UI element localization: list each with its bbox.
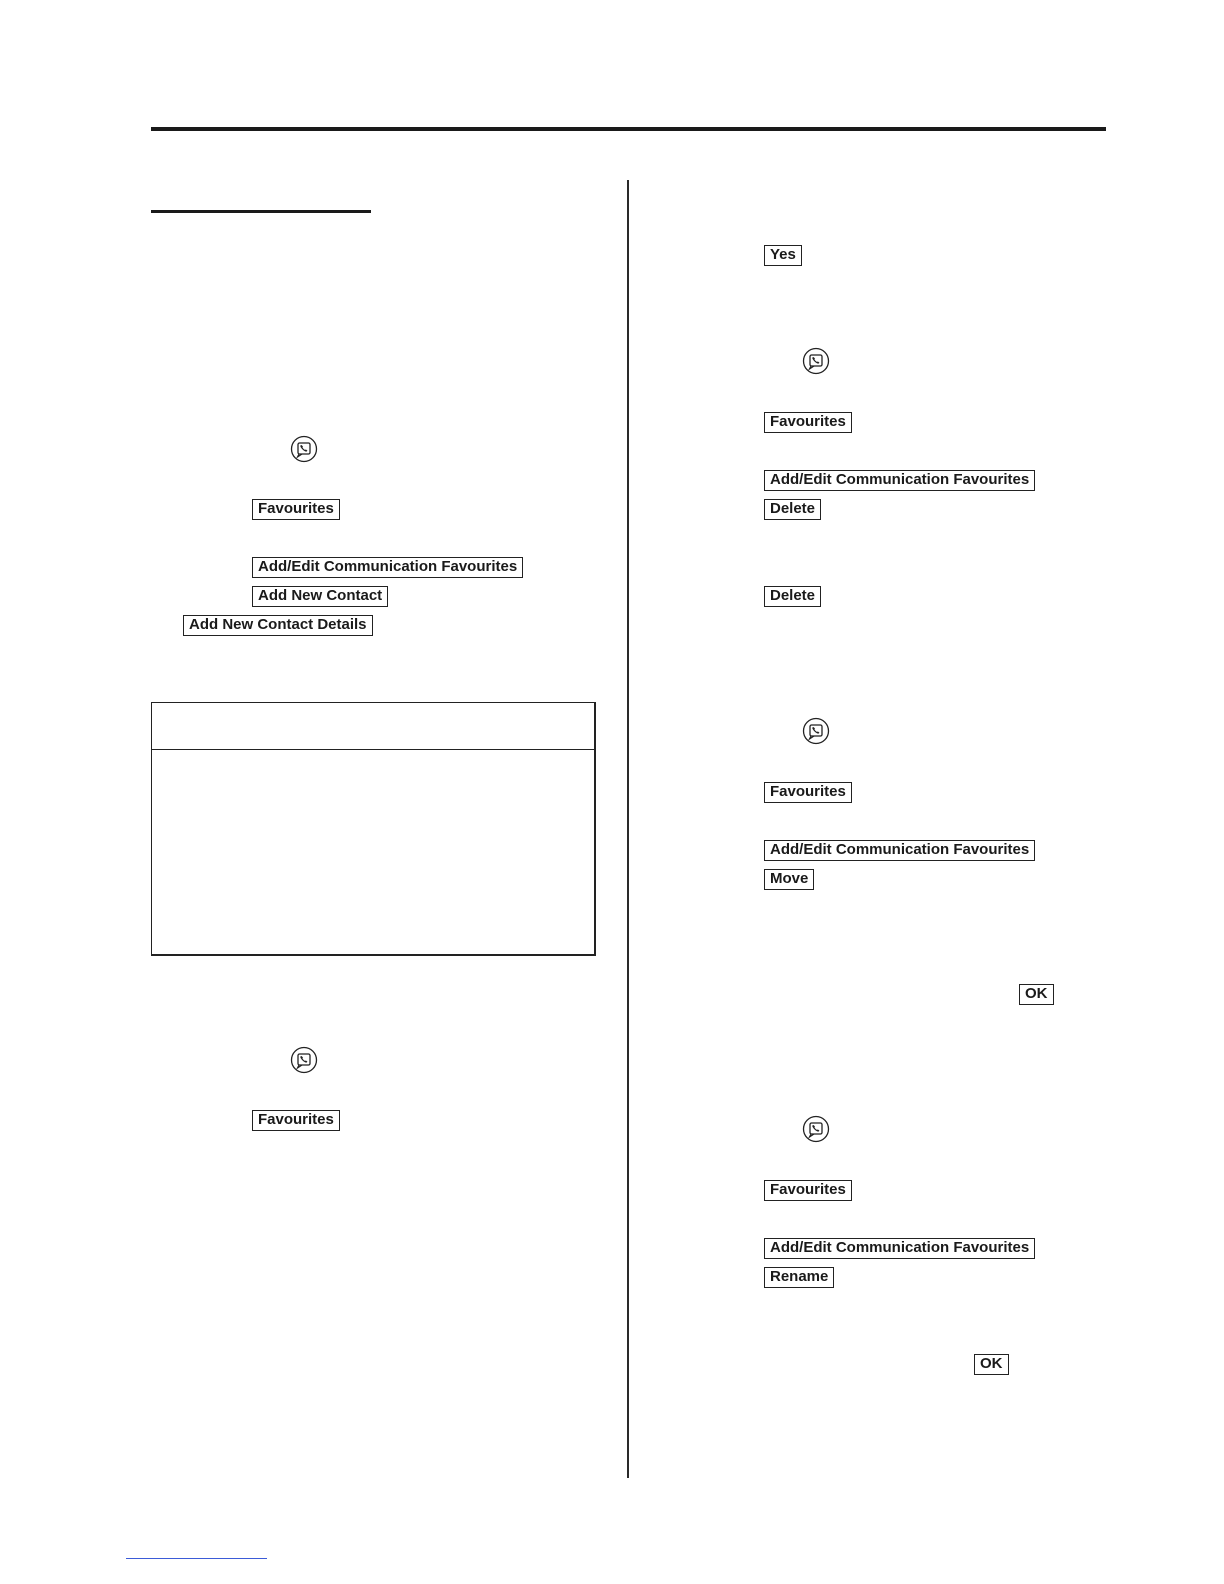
ok-button: OK xyxy=(974,1354,1009,1375)
phone-icon xyxy=(290,435,318,463)
delete-button: Delete xyxy=(764,586,821,607)
favourites-button: Favourites xyxy=(764,412,852,433)
phone-icon xyxy=(290,1046,318,1074)
add-new-contact-details-button: Add New Contact Details xyxy=(183,615,373,636)
favourites-button: Favourites xyxy=(252,1110,340,1131)
phone-icon xyxy=(802,347,830,375)
add-edit-communication-favourites-button: Add/Edit Communication Favourites xyxy=(252,557,523,578)
add-new-contact-button: Add New Contact xyxy=(252,586,388,607)
note-box-header xyxy=(152,703,594,750)
footer-link[interactable] xyxy=(126,1558,267,1559)
yes-button: Yes xyxy=(764,245,802,266)
favourites-button: Favourites xyxy=(764,1180,852,1201)
add-edit-communication-favourites-button: Add/Edit Communication Favourites xyxy=(764,840,1035,861)
phone-icon xyxy=(802,717,830,745)
delete-button: Delete xyxy=(764,499,821,520)
section-title-underline xyxy=(151,210,371,213)
note-box xyxy=(151,702,596,956)
add-edit-communication-favourites-button: Add/Edit Communication Favourites xyxy=(764,470,1035,491)
ok-button: OK xyxy=(1019,984,1054,1005)
favourites-button: Favourites xyxy=(252,499,340,520)
column-divider xyxy=(627,180,629,1478)
rename-button: Rename xyxy=(764,1267,834,1288)
move-button: Move xyxy=(764,869,814,890)
phone-icon xyxy=(802,1115,830,1143)
favourites-button: Favourites xyxy=(764,782,852,803)
add-edit-communication-favourites-button: Add/Edit Communication Favourites xyxy=(764,1238,1035,1259)
header-rule xyxy=(151,127,1106,131)
